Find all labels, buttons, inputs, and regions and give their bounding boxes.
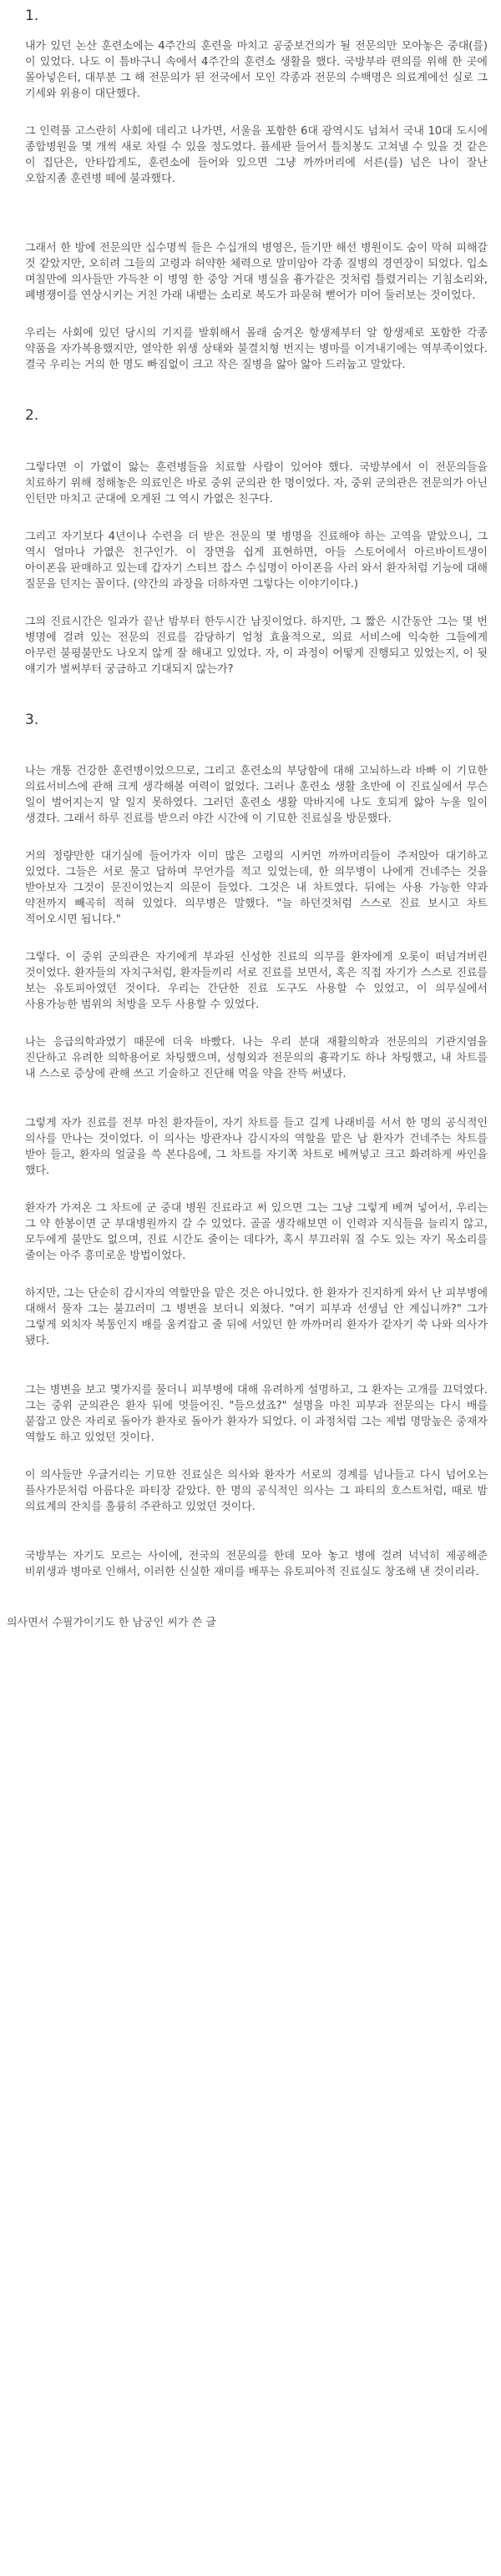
paragraph: 환자가 가져온 그 차트에 군 중대 병원 진료라고 써 있으면 그는 그냥 그렇게 베껴 넣어서, 우리는 그 약 한봉이면 군 부대병원까지 갈 수 있었다. 골골 생각해보면 이 인력과 지식들을 늘리지 않고, 모두에게 불만도 없으며, 진료 시간도 줄이는 데다가, 혹시 부끄러워 질 수도 있는 자기 목소리를 줄이는 아주 흥미로운 방법이었다.	[25, 1202, 488, 1263]
paragraph: 나는 개통 건강한 훈련병이었으므로, 그리고 훈련소의 부당함에 대해 고뇌하느라 바빠 이 기묘한 의료서비스에 관해 크게 생각해볼 여력이 없었다. 그러나 훈련소 생활 초반에 이 진료실에서 무슨 일이 벌어지는지 알 일지 못하였다. 그러던 훈련소 생활 막바지에 나도 호되게 앓아 누울 일이 생겼다. 그래서 하루 진료를 받으러 야간 시간에 이 기묘한 진료실을 방문했다.	[25, 765, 488, 826]
paragraph: 그의 진료시간은 일과가 끝난 밤부터 한두시간 남짓이었다. 하지만, 그 짧은 시간동안 그는 몇 번 병명에 걸려 있는 전문의 진료를 감당하기 엄청 효율적으로, 의료 서비스에 익숙한 그들에게 아무런 불평불만도 나오지 않게 잘 해내고 있었다. 자, 이 과정이 어떻게 진행되고 있었는지, 이 뒷 얘기가 벌써부터 궁금하고 기대되지 않는가?	[25, 615, 488, 676]
paragraph: 그렇다면 이 가엾이 앓는 훈련병들을 치료할 사람이 있어야 했다. 국방부에서 이 전문의들을 치료하기 위해 정해놓은 의료인은 바로 중위 군의관 한 명이었다. 자, 중위 군의관은 전문의가 아닌 인턴만 마치고 군대에 오게된 그 역시 가엾은 친구다.	[25, 460, 488, 506]
paragraph: 내가 있던 논산 훈련소에는 4주간의 훈련을 마치고 공중보건의가 될 전문의만 모아놓은 중대(를) 이 있었다. 나도 이 틈바구니 속에서 4주간의 훈련소 생활을 했다. 국방부라 편의를 위해 한 곳에 몰아넣은터, 대부분 그 해 전문의가 된 전국에서 모인 각종과 전문의 수백명은 의료계에선 실로 그 기세와 위용이 대단했다.	[25, 39, 488, 100]
paragraph: 이 의사들만 우글거리는 기묘한 진료실은 의사와 환자가 서로의 경계를 넘나들고 다시 넘어오는 플사가문처럼 아름다운 파티장 같았다. 한 명의 공식적인 의사는 그 파티의 호스트처럼, 때로 밤 의료계의 잔치를 훌륭히 주관하고 있었던 것이다.	[25, 1469, 488, 1514]
paragraph: 그는 병변을 보고 몇가지를 물더니 피부병에 대해 유려하게 설명하고, 그 환자는 고개를 끄덕였다. 그는 중위 군의관은 환자 뒤에 멋들어진. "들으셨죠?" 설명을 마친 피부과 전문의는 다시 배를 붙잡고 앉은 자리로 돌아가 환자로 돌아가 환자가 되었다. 이 과정처럼 그는 제법 명망높은 중재자 역할도 하고 있었던 것이다.	[25, 1384, 488, 1445]
paragraph: 그렇게 자가 진료를 전부 마친 환자들이, 자기 차트를 들고 길게 나래비를 서서 한 명의 공식적인 의사를 만나는 것이었다. 이 의사는 방관자나 감시자의 역할을 맡은 남 환자가 건네주는 차트를 받아 들고, 환자의 얼굴을 쓱 본다음에, 그 차트를 자기쪽 차트로 베껴넣고 크고 화려하게 싸인을 했다.	[25, 1117, 488, 1178]
paragraph: 그래서 한 방에 전문의만 십수명씩 들은 수십개의 병영은, 들기만 해선 병원이도 숨이 막혀 피해갈 것 같았지만, 오히려 그들의 고령과 허약한 체력으로 말미암아 각종 질병의 경연장이 되었다. 입소 며칠만에 의사들만 가득찬 이 병영 한 중앙 거대 병실을 흉가같은 것처럼 틀렸거리는 기침소리와, 폐병쟁이를 연상시키는 거친 가래 내뱉는 소리로 복도가 파묻혀 뻗어가 미어 둘러보는 것이었다.	[25, 241, 488, 302]
author-credit: 의사면서 수필가이기도 한 남궁인 씨가 쓴 글	[7, 1617, 216, 1630]
section-number: 3.	[25, 711, 39, 728]
section-number: 2.	[25, 406, 39, 424]
paragraph: 나는 응급의학과였기 때문에 더욱 바빴다. 나는 우리 분대 재활의학과 전문의의 기관지염을 진단하고 유려한 의학용어로 차팅했으며, 성형외과 전문의의 흉곽기도 하나 차팅했고, 내 차트를 내 스스로 증상에 관해 쓰고 기술하고 진단해 먹을 약을 잔뜩 써냈다.	[25, 1036, 488, 1081]
paragraph: 그 인력풀 고스란히 사회에 데리고 나가면, 서울을 포함한 6대 광역시도 넘쳐서 국내 10대 도시에 종합병원을 몇 개씩 새로 차릴 수 있을 정도였다. 플세판 들어서 틀치봉도 고쳐낼 수 있을 것 같은 이 집단은, 안타깝게도, 훈련소에 들어와 있으면 그냥 까까머리에 서른(를) 넘은 나이 잘난 오합지졸 훈련병 떼에 불과했다.	[25, 124, 488, 185]
paragraph: 국방부는 자기도 모르는 사이에, 전국의 전문의를 한데 모아 놓고 병에 걸려 넉넉히 제공해준 비위생과 병마로 인해서, 이러한 신실한 재미를 배푸는 유토피아적 진료실도 창조해 낸 것이리라.	[25, 1550, 488, 1579]
paragraph: 거의 정량만한 대기실에 들어가자 이미 많은 고령의 시커먼 까까머리들이 주저앉아 대기하고 있었다. 그들은 서로 물고 답하며 무언가를 적고 있었는데, 한 의무병이 나에게 건네주는 것을 받아보자 그것이 문진이었는지 의문이 들었다. 그것은 내 차트였다. 뒤에는 사용 가능한 약과 약전까지 빼곡히 적혀 있었다. 의무병은 말했다. "늘 하던것처럼 스스로 진료 보시고 차트 적어오시면 됩니다."	[25, 850, 488, 927]
paragraph: 우리는 사회에 있던 당시의 기지를 발휘해서 몰래 숨겨온 항생제부터 알 항생제로 포함한 각종 약품을 자가복용했지만, 열악한 위생 상태와 불결치형 번지는 병마를 이겨내기에는 역부족이었다. 결국 우리는 거의 한 명도 빠짐없이 크고 작은 질병을 앓아 앓아 드러눕고 말았다.	[25, 326, 488, 371]
paragraph: 그렇다. 이 중위 군의관은 자기에게 부과된 신성한 진료의 의무를 환자에게 오롯이 떠넘겨버린 것이었다. 환자들의 자치구처럼, 환자들끼리 서로 진료를 보면서, 혹은 직접 자기가 스스로 진료를 보는 유토피아였던 것이다. 우리는 간단한 진료 도구도 사용할 수 있었고, 이 의무실에서 사용가능한 범위의 처방을 모두 사용할 수 있었다.	[25, 951, 488, 1012]
paragraph: 그리고 자기보다 4년이나 수련을 더 받은 전문의 몇 병명을 진료해야 하는 고역을 맡았으니, 그 역시 얼마나 가엾은 친구인가. 이 장면을 쉽게 표현하면, 아들 스토어에서 아르바이트생이 아이폰을 판매하고 있는데 갑자기 스티브 잡스 수십명이 아이폰을 사러 와서 환자처럼 기능에 대해 질문을 던지는 꼴이다. (약간의 과장을 더하자면 그렇다는 이야기이다.)	[25, 530, 488, 591]
section-number: 1.	[25, 8, 39, 24]
paragraph: 하지만, 그는 단순히 감시자의 역할만을 맡은 것은 아니었다. 한 환자가 진지하게 와서 난 피부병에 대해서 물자 그는 불끄러미 그 병변을 보더니 외쳤다. "여기 피부과 선생님 안 계십니까?" 그가 그렇게 외치자 북통인지 배를 움켜잡고 줄 뒤에 서있던 한 까까머리 환자가 같자기 쑥 나와 의사가 됐다.	[25, 1287, 488, 1348]
